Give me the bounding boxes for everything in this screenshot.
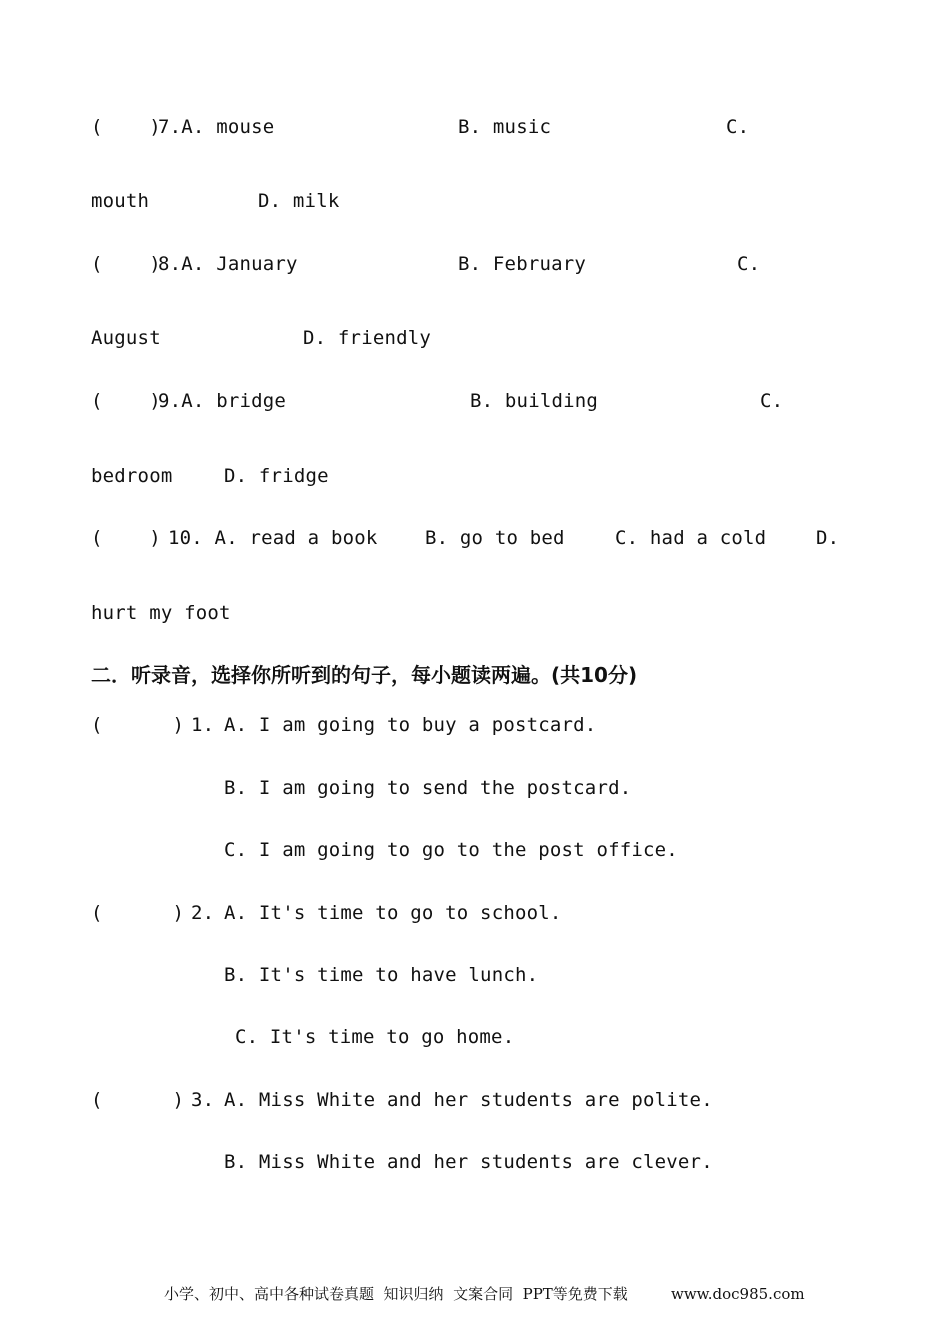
q7-option-c-cont: mouth: [91, 190, 150, 212]
q9-option-b: B. building: [470, 390, 599, 412]
footer-url: www.doc985.com: [671, 1285, 805, 1303]
s2-q3-option-b: B. Miss White and her students are clever.: [224, 1151, 713, 1173]
q9-paren: ( ): [91, 390, 161, 412]
q8-option-c-cont: August: [91, 327, 161, 349]
q10-paren: ( ): [91, 527, 161, 549]
q9-option-c-cont: bedroom: [91, 465, 173, 487]
q9-option-c: C.: [760, 390, 784, 412]
q10-option-c: C. had a cold: [615, 527, 767, 549]
s2-q3-paren: ( ): [91, 1089, 185, 1111]
s2-q1-option-b: B. I am going to send the postcard.: [224, 777, 632, 799]
q7-option-b: B. music: [458, 116, 552, 138]
q8-paren: ( ): [91, 253, 161, 275]
footer-text: 小学、初中、高中各种试卷真题 知识归纳 文案合同 PPT等免费下载: [164, 1285, 628, 1303]
s2-q2-option-b: B. It's time to have lunch.: [224, 964, 539, 986]
q7-option-a: 7.A. mouse: [158, 116, 275, 138]
q7-option-d: D. milk: [258, 190, 340, 212]
q8-option-a: 8.A. January: [158, 253, 298, 275]
q10-option-d-cont: hurt my foot: [91, 602, 231, 624]
s2-q1-option-c: C. I am going to go to the post office.: [224, 839, 678, 861]
s2-q1-number: 1.: [191, 714, 215, 736]
q10-option-b: B. go to bed: [425, 527, 565, 549]
q8-option-d: D. friendly: [303, 327, 432, 349]
s2-q3-number: 3.: [191, 1089, 215, 1111]
s2-q1-option-a: A. I am going to buy a postcard.: [224, 714, 597, 736]
s2-q2-number: 2.: [191, 902, 215, 924]
q10-option-d: D.: [816, 527, 840, 549]
q8-option-b: B. February: [458, 253, 587, 275]
s2-q2-option-c: C. It's time to go home.: [235, 1026, 515, 1048]
q8-option-c: C.: [737, 253, 761, 275]
s2-q2-option-a: A. It's time to go to school.: [224, 902, 562, 924]
q9-option-a: 9.A. bridge: [158, 390, 287, 412]
q7-paren: ( ): [91, 116, 161, 138]
q9-option-d: D. fridge: [224, 465, 329, 487]
s2-q3-option-a: A. Miss White and her students are polite.: [224, 1089, 713, 1111]
q10-option-a: 10. A. read a book: [168, 527, 378, 549]
s2-q2-paren: ( ): [91, 902, 185, 924]
s2-q1-paren: ( ): [91, 714, 185, 736]
q7-option-c: C.: [726, 116, 750, 138]
section2-heading: 二．听录音，选择你所听到的句子，每小题读两遍。(共10分): [91, 663, 638, 687]
